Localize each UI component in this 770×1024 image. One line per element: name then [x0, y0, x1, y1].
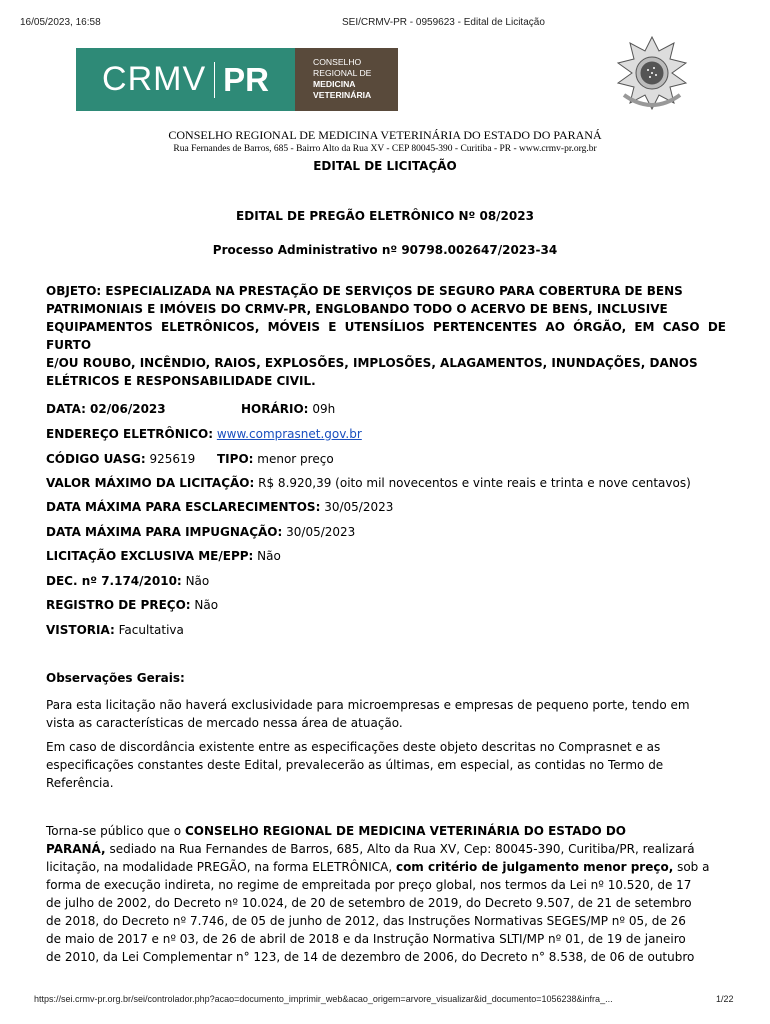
body-line: [46, 840, 726, 858]
objeto-line: PATRIMONIAIS E IMÓVEIS DO CRMV-PR, ENGLOBANDO TODO O ACERVO DE BENS, INCLUSIVE: [46, 302, 668, 316]
document-title: EDITAL DE LICITAÇÃO: [313, 159, 457, 173]
logo-line-2: REGIONAL DE: [313, 68, 372, 78]
observacoes-paragraph-2: [46, 738, 726, 792]
objeto-line: E/OU ROUBO, INCÊNDIO, RAIOS, EXPLOSÕES, IMPLOSÕES, ALAGAMENTOS, INUNDAÇÕES, DANOS: [46, 356, 698, 370]
logo-line-3: MEDICINA: [313, 79, 356, 89]
paragraph-line: Para esta licitação não haverá exclusividade para microempresas e empresas de pequeno porte, tendo em: [46, 698, 690, 712]
registro-label: REGISTRO DE PREÇO:: [46, 598, 191, 612]
field-registro: [46, 598, 218, 612]
observacoes-paragraph-1: [46, 696, 726, 732]
horario-label: HORÁRIO:: [241, 402, 309, 416]
field-decreto: [46, 574, 209, 588]
paragraph-line: vista as características de mercado nessa área de atuação.: [46, 716, 403, 730]
field-impugnacao: [46, 525, 355, 539]
vistoria-value: Facultativa: [118, 623, 184, 637]
body-text: sediado na Rua Fernandes de Barros, 685, Alto da Rua XV, Cep: 80045-390, Curitiba/PR, realizará: [105, 842, 695, 856]
paragraph-line: Em caso de discordância existente entre as especificações deste objeto descritas no Comprasnet e as: [46, 740, 661, 754]
valor-value: R$ 8.920,39 (oito mil novecentos e vinte reais e trinta e nove centavos): [258, 476, 691, 490]
objeto-line: ELÉTRICOS E RESPONSABILIDADE CIVIL.: [46, 374, 316, 388]
field-horario: [241, 402, 335, 416]
print-datetime: 16/05/2023, 16:58: [20, 17, 101, 28]
body-line: de julho de 2002, do Decreto nº 10.024, de 20 de setembro de 2019, do Decreto 9.507, de 21 de setembro: [46, 896, 692, 910]
comprasnet-link[interactable]: www.comprasnet.gov.br: [216, 427, 362, 441]
logo-wordmark: [76, 48, 295, 111]
exclusiva-label: LICITAÇÃO EXCLUSIVA ME/EPP:: [46, 549, 254, 563]
crmv-pr-logo: [76, 48, 398, 111]
field-tipo: [217, 452, 334, 466]
coat-of-arms-icon: [612, 33, 692, 113]
decreto-label: DEC. nº 7.174/2010:: [46, 574, 182, 588]
logo-line-1: CONSELHO: [313, 57, 362, 67]
body-text: licitação, na modalidade PREGÃO, na forma ELETRÔNICA,: [46, 860, 396, 874]
vistoria-label: VISTORIA:: [46, 623, 115, 637]
process-number: Processo Administrativo nº 90798.002647/2023-34: [212, 243, 558, 257]
esclarecimentos-label: DATA MÁXIMA PARA ESCLARECIMENTOS:: [46, 500, 321, 514]
body-line: de maio de 2017 e nº 03, de 26 de abril de 2018 e da Instrução Normativa SLTI/MP nº 01, de 19 de janeiro: [46, 932, 686, 946]
observacoes-heading: Observações Gerais:: [46, 671, 185, 685]
body-org-name: CONSELHO REGIONAL DE MEDICINA VETERINÁRIA DO ESTADO DO: [184, 824, 626, 838]
tipo-label: TIPO:: [217, 452, 254, 466]
logo-line-4: VETERINÁRIA: [313, 90, 372, 100]
document-subtitle: EDITAL DE PREGÃO ELETRÔNICO Nº 08/2023: [236, 209, 534, 223]
field-exclusiva: [46, 549, 281, 563]
body-line: de 2018, do Decreto nº 7.746, de 05 de junho de 2012, das Instruções Normativas SEGES/MP nº 05, de 26: [46, 914, 686, 928]
field-uasg: [46, 452, 195, 466]
logo-crmv-text: CRMV: [102, 60, 207, 98]
data-label: DATA: 02/06/2023: [46, 402, 166, 416]
exclusiva-value: Não: [257, 549, 281, 563]
esclarecimentos-value: 30/05/2023: [324, 500, 394, 514]
body-line: forma de execução indireta, no regime de empreitada por preço global, nos termos da Lei nº 10.520, de 17: [46, 878, 692, 892]
logo-caption: [295, 48, 398, 111]
registro-value: Não: [194, 598, 219, 612]
body-text: sob a: [673, 860, 710, 874]
body-paragraph: [46, 822, 726, 966]
org-address: Rua Fernandes de Barros, 685 - Bairro Alto da Rua XV - CEP 80045-390 - Curitiba - PR - www.crmv-pr.org.br: [173, 144, 597, 154]
decreto-value: Não: [185, 574, 210, 588]
body-line: de 2010, da Lei Complementar n° 123, de 14 de dezembro de 2006, do Decreto n° 8.538, de 06 de outubro: [46, 950, 695, 964]
body-line: [46, 858, 726, 876]
objeto-line: EQUIPAMENTOS ELETRÔNICOS, MÓVEIS E UTENSÍLIOS PERTENCENTES AO ÓRGÃO, EM CASO DE FURTO: [46, 320, 726, 352]
uasg-label: CÓDIGO UASG:: [46, 452, 146, 466]
logo-pr-text: PR: [223, 60, 269, 98]
print-page-title: SEI/CRMV-PR - 0959623 - Edital de Licitação: [342, 17, 545, 28]
logo-divider: [214, 62, 215, 98]
org-name: CONSELHO REGIONAL DE MEDICINA VETERINÁRIA DO ESTADO DO PARANÁ: [168, 128, 602, 142]
tipo-value: menor preço: [257, 452, 334, 466]
field-endereco: [46, 427, 362, 441]
objeto-paragraph: [46, 282, 726, 390]
body-line: [46, 822, 726, 840]
horario-value: 09h: [312, 402, 336, 416]
field-data: [46, 402, 166, 416]
body-text: Torna-se público que o: [46, 824, 185, 838]
print-footer-url: https://sei.crmv-pr.org.br/sei/controlador.php?acao=documento_imprimir_web&acao_origem=arvore_visualizar&id_documento=1056238&infra_...: [34, 994, 613, 1004]
uasg-value: 925619: [149, 452, 196, 466]
field-vistoria: [46, 623, 184, 637]
field-esclarecimentos: [46, 500, 393, 514]
valor-label: VALOR MÁXIMO DA LICITAÇÃO:: [46, 476, 255, 490]
paragraph-line: Referência.: [46, 776, 114, 790]
field-valor: [46, 476, 691, 490]
body-org-state: PARANÁ,: [46, 842, 106, 856]
print-page-number: 1/22: [716, 994, 734, 1004]
paragraph-line: especificações constantes deste Edital, prevalecerão as últimas, em especial, as contidas no Termo de: [46, 758, 664, 772]
body-criterio: com critério de julgamento menor preço,: [395, 860, 674, 874]
endereco-label: ENDEREÇO ELETRÔNICO:: [46, 427, 214, 441]
impugnacao-label: DATA MÁXIMA PARA IMPUGNAÇÃO:: [46, 525, 283, 539]
objeto-line: OBJETO: ESPECIALIZADA NA PRESTAÇÃO DE SERVIÇOS DE SEGURO PARA COBERTURA DE BENS: [46, 284, 683, 298]
impugnacao-value: 30/05/2023: [286, 525, 356, 539]
